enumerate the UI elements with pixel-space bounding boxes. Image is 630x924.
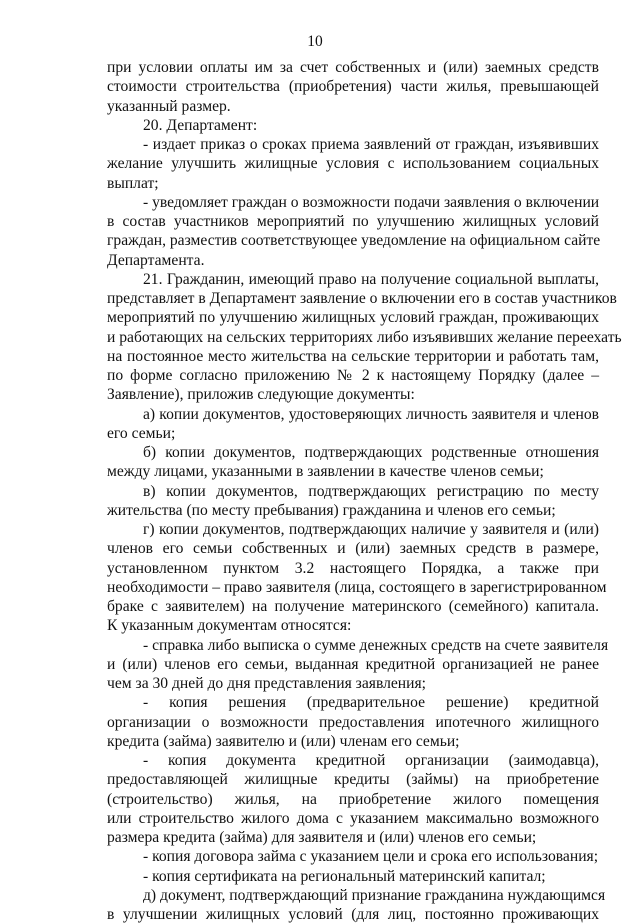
- paragraph: [107, 135, 599, 193]
- text-line: Заявление), приложив следующие документы:: [107, 386, 415, 404]
- paragraph: [107, 867, 599, 886]
- text-line: - справка либо выписка о сумме денежных средств на счете заявителя: [143, 636, 609, 654]
- paragraph: [107, 636, 609, 694]
- paragraph: [107, 482, 599, 521]
- text-line: в улучшении жилищных условий (для лиц, постоянно проживающих: [107, 906, 599, 923]
- text-line: при условии оплаты им за счет собственных и (или) заемных средств: [107, 59, 599, 76]
- text-line: - копия документа кредитной организации (заимодавца),: [143, 752, 599, 769]
- paragraph: [107, 847, 599, 866]
- text-line: необходимости – право заявителя (лица, состоящего в зарегистрированном: [107, 578, 607, 596]
- text-line: организации о возможности предоставления ипотечного жилищного: [107, 713, 599, 731]
- text-line: или строительство жилого дома с указанием максимально возможного: [107, 809, 599, 827]
- text-line: стоимости строительства (приобретения) части жилья, превышающей: [107, 78, 599, 96]
- text-line: желание улучшить жилищные условия с использованием социальных: [107, 155, 599, 173]
- text-line: его семьи;: [107, 424, 176, 442]
- text-line: и работающих на сельских территориях либо изъявивших желание переехать: [107, 328, 622, 346]
- text-line: - копия договора займа с указанием цели и срока его использования;: [143, 848, 599, 866]
- text-line: размера кредита (займа) для заявителя и (или) членов его семьи;: [107, 829, 537, 846]
- paragraph: [107, 116, 599, 135]
- paragraph: [107, 405, 599, 444]
- text-line: на постоянное место жительства на сельские территории и работать там,: [107, 347, 599, 365]
- text-line: установленном пунктом 3.2 настоящего Порядка, а также при: [107, 559, 599, 577]
- paragraph: [107, 751, 599, 847]
- text-line: (строительство) жилья, на приобретение жилого помещения: [107, 790, 599, 808]
- text-line: указанный размер.: [107, 97, 231, 115]
- page-number: 10: [307, 33, 323, 50]
- document-body: [107, 58, 622, 924]
- text-line: - уведомляет граждан о возможности подачи заявления о включении: [143, 193, 600, 211]
- paragraph: [107, 58, 599, 116]
- text-line: чем за 30 дней до дня представления заявления;: [107, 675, 426, 692]
- text-line: 20. Департамент:: [143, 116, 258, 134]
- text-line: выплат;: [107, 174, 159, 192]
- text-line: - копия сертификата на региональный материнский капитал;: [143, 867, 546, 885]
- text-line: между лицами, указанными в заявлении в качестве членов семьи;: [107, 463, 544, 481]
- text-line: д) документ, подтверждающий признание гражданина нуждающимся: [143, 886, 606, 904]
- text-line: кредита (займа) заявителю и (или) членам его семьи;: [107, 732, 460, 750]
- text-line: представляет в Департамент заявление о включении его в состав участников: [107, 290, 617, 307]
- text-line: - копия решения (предварительное решение) кредитной: [143, 694, 599, 712]
- text-line: - издает приказ о сроках приема заявлений от граждан, изъявивших: [143, 136, 599, 153]
- text-line: браке с заявителем) на получение материнского (семейного) капитала.: [107, 598, 599, 615]
- text-line: жительства (по месту пребывания) гражданина и членов его семьи;: [107, 501, 556, 519]
- paragraph: [107, 520, 607, 636]
- text-line: и (или) членов его семьи, выданная кредитной организацией не ранее: [107, 655, 599, 673]
- paragraph: [107, 193, 599, 270]
- text-line: Департамента.: [107, 251, 205, 269]
- text-line: б) копии документов, подтверждающих родственные отношения: [143, 444, 599, 461]
- text-line: предоставляющей жилищные кредиты (займы) на приобретение: [107, 771, 599, 789]
- paragraph: [107, 443, 599, 482]
- paragraph: [107, 693, 599, 751]
- text-line: по форме согласно приложению № 2 к настоящему Порядку (далее –: [107, 367, 599, 384]
- text-line: мероприятий по улучшению жилищных условий граждан, проживающих: [107, 309, 599, 327]
- paragraph: [107, 270, 622, 405]
- text-line: а) копии документов, удостоверяющих личность заявителя и членов: [143, 405, 599, 423]
- text-line: г) копии документов, подтверждающих наличие у заявителя и (или): [143, 521, 599, 538]
- text-line: в) копии документов, подтверждающих регистрацию по месту: [143, 482, 599, 500]
- text-line: в состав участников мероприятий по улучшению жилищных условий: [107, 213, 599, 230]
- text-line: 21. Гражданин, имеющий право на получение социальной выплаты,: [143, 270, 599, 288]
- text-line: граждан, разместив соответствующее уведомление на официальном сайте: [107, 232, 601, 250]
- text-line: членов его семьи собственных и (или) заемных средств в размере,: [107, 540, 599, 558]
- text-line: К указанным документам относятся:: [107, 617, 352, 635]
